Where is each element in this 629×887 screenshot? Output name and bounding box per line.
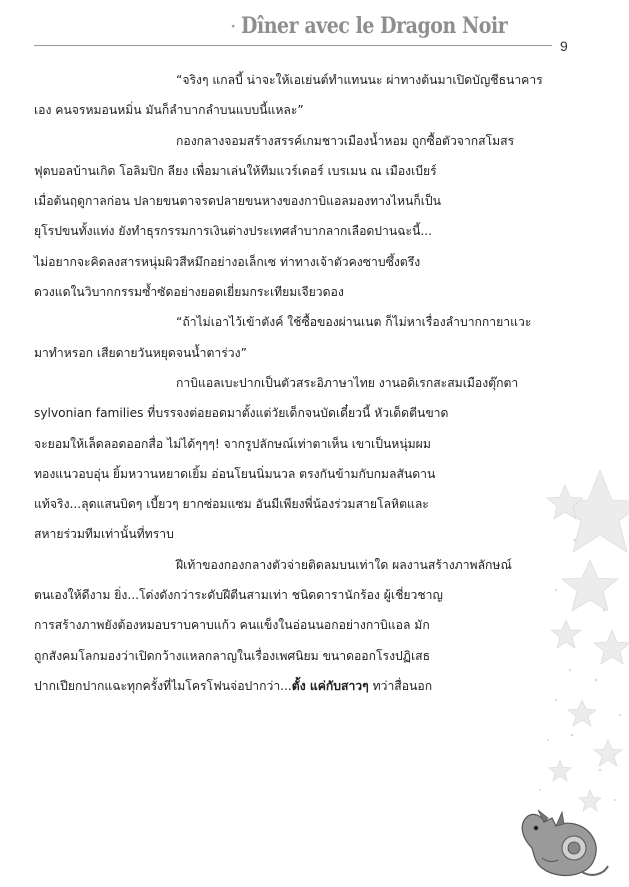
text-line: ไม่อยากจะคิดลงสารหนุ่มผิวสีหมึกอย่างอเล็กเซ ท่าทางเจ้าตัวคงซาบซึ้งตรึง: [34, 254, 421, 269]
paragraph-5: [34, 550, 552, 701]
text-line: มาทำหรอก เสียดายวันหยุดจนน้ำตาร่วง”: [34, 345, 247, 360]
paragraph-4: [34, 368, 552, 550]
text-line: ทองแนวอบอุ่น ยิ้มหวานหยาดเยิ้ม อ่อนโยนนิ่มนวล ตรงกันข้ามกับกมลสันดาน: [34, 466, 436, 481]
page-number: 9: [560, 38, 568, 54]
paragraph-3: [34, 307, 552, 368]
text-line: การสร้างภาพยังต้องหมอบราบคาบแก้ว คนแข็งในอ่อนนอกอย่างกาบิแอล มัก: [34, 618, 430, 633]
emphasis-text: ตั้ง แค่กับสาวๆ: [291, 678, 369, 693]
text-line: ฝีเท้าของกองกลางตัวจ่ายติดลมบนเท่าใด ผลงานสร้างภาพลักษณ์: [176, 557, 512, 572]
running-header: [231, 10, 551, 42]
text-line: เมื่อต้นฤดูกาลก่อน ปลายขนตาจรดปลายขนหางของกาบิแอลมองทางไหนก็เป็น: [34, 194, 441, 209]
star-icon: [231, 12, 235, 40]
text-line: แท้จริง...ลุดแสนบิดๆ เบี้ยวๆ ยากซ่อมแซม อันมีเพียงพี่น้องร่วมสายโลหิตและ: [34, 497, 429, 512]
text-segment: ทว่าสื่อนอก: [368, 678, 433, 693]
chapter-body: [34, 65, 552, 701]
text-line: กาบิแอลเบะปากเป็นตัวสระอิภาษาไทย งานอดิเรกสะสมเมืองตุ๊กตา: [176, 375, 519, 390]
text-line: ดวงแดในวิบากกรรมซ้ำซัดอย่างยอดเยี่ยมกระเทียมเจียวดอง: [34, 285, 344, 300]
text-line: จะยอมให้เล็ดลอดออกสื่อ ไม่ได้ๆๆๆ! จากรูปลักษณ์เท่าตาเห็น เขาเป็นหนุ่มผม: [34, 436, 431, 451]
text-line: สหายร่วมทีมเท่านั้นที่ทราบ: [34, 527, 174, 542]
text-line: ตนเองให้ดีงาม ยิ่ง...โด่งดังกว่าระดับฝีตีนสามเท่า ชนิดดารานักร้อง ผู้เชี่ยวชาญ: [34, 588, 443, 603]
book-title: Dîner avec le Dragon Noir: [241, 13, 508, 39]
text-line: ถูกสังคมโลกมองว่าเปิดกว้างแหลกลาญในเรื่องเพศนิยม ขนาดออกโรงปฏิเสธ: [34, 648, 431, 663]
dragon-illustration: [512, 808, 612, 880]
text-line: “จริงๆ แกลบี้ น่าจะให้เอเย่นต์ทำแทนนะ ผ่าทางต้นมาเปิดบัญชีธนาคาร: [176, 73, 543, 87]
text-segment: ปากเปียกปากแฉะทุกครั้งที่ไมโครโฟนจ่อปากว่า...: [34, 678, 292, 693]
header-divider: [34, 45, 552, 46]
text-line: “ถ้าไม่เอาไว้เข้าตังค์ ใช้ซื้อของผ่านเนต ก็ไม่หาเรื่องลำบากกายาแวะ: [176, 315, 532, 330]
text-line: ยุโรปขนทั้งแท่ง ยังทำธุรกรรมการเงินต่างประเทศลำบากลากเลือดปานฉะนี้...: [34, 224, 433, 239]
text-line: กองกลางจอมสร้างสรรค์เกมชาวเมืองน้ำหอม ถูกซื้อตัวจากสโมสร: [176, 133, 515, 148]
text-line: sylvonian families ที่บรรจงต่อยอดมาตั้งแต่วัยเด็กจนบัดเดี๋ยวนี้ หัวเด็ดตีนขาด: [34, 406, 449, 421]
text-line: เอง คนจรหมอนหมิ่น มันก็ลำบากลำบนแบบนี้แหละ”: [34, 103, 304, 118]
text-line-last: [34, 671, 552, 701]
paragraph-2: [34, 126, 552, 308]
paragraph-1: [34, 65, 552, 126]
text-line: ฟุตบอลบ้านเกิด โอลิมปิก ลียง เพื่อมาเล่นให้ทีมแวร์เดอร์ เบรเมน ณ เมืองเบียร์: [34, 163, 437, 178]
